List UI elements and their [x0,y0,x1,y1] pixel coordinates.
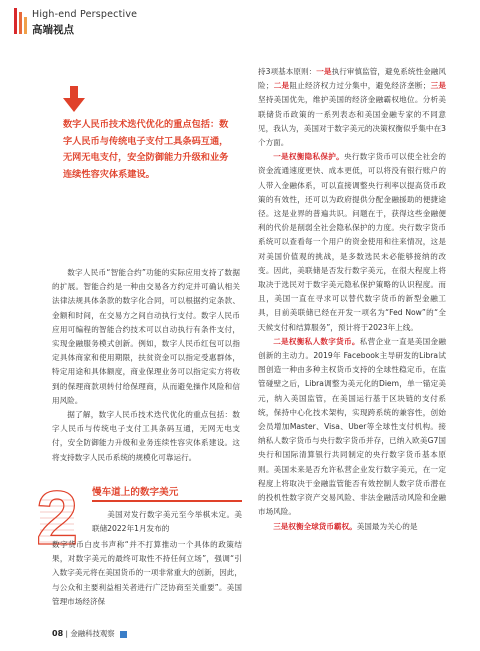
header-title-en: High-end Perspective [32,9,138,20]
section-title: 慢车道上的数字美元 [92,487,179,498]
left-paragraph-1: 数字人民币“智能合约”功能的实际应用支持了数据的扩展。智能合约是一种由交易各方约定并可确认相关法律法规具体条款的数字化合同，可以根据约定条款、金额和时间，在交易方之间自动执行支付。数字人民币应用可编程的智能合约技术可以自动执行有条件支付，实现金融服务模式创新。例如，数字人民币红包可以指定具体商家和使用期限，扶贫资金可以指定受惠群体，特定用途和具体额度，商业保理业务可以指定实方将收到的保理商款项转付给保理商，从而避免操作风险和信用风险。 [52,268,240,405]
publication-logo-icon [120,631,127,638]
section-number: 2 [36,480,79,550]
right-paragraph-2: 一是权衡隐私保护。央行数字货币可以使全社会的资金流通速度更快、成本更低，可以将没有银行账户的人带入金融体系，可以直接调整央行利率以提高货币政策的有效性，还可以为政府提供分配金融援助的便捷途径。这是业界的普遍共识。问题在于，获得这些金融便利的代价是削弱全社会隐私保护的力度。央行数字货币系统可以查看每一个用户的资金使用和往来情况，这是对美国价值观的挑战，是多数选民未必能够接纳的改变。因此，美联储是否发行数字美元，在很大程度上将取决于选民对于数字美元隐私保护策略的认识程度。而且，美国一直在寻求可以替代数字货币的新型金融工具，目前美联储已经在开发一项名为“Fed Now”的“全天候支付和结算服务”，预计将于2023年上线。 [258,152,447,332]
section-title-rule [92,500,242,502]
header-title-cn: 高端视点 [32,24,74,36]
right-paragraph-1: 持3项基本原则：一是执行审慎监管，避免系统性金融风险；二是阻止经济权力过分集中，避免经济垄断；三是坚持美国优先，维护美国的经济金融霸权地位。分析美联储货币政策的一系列表态和美国金融专家的不同意见，我认为，美国对于数字美元的决策权衡似乎集中在3个方面。 [258,67,446,148]
down-arrow-icon [63,86,85,112]
page-footer [52,628,127,639]
right-paragraph-4: 三是权衡全球货币霸权。美国最为关心的是 [273,521,418,531]
header-bar-icon [14,8,28,34]
right-paragraph-3: 二是权衡私人数字货币。私营企业一直是美国金融创新的主动力。2019年 Facebook主导研发的Libra试图创造一种由多种主权货币支持的全球性稳定币，在监管碰壁之后，Libra调整为美元化的Diem，单一锚定美元，纳入美国监管，在美国运行基于区块链的支付系统，保持中心化技术架构，实现跨系统的兼容性，创始会员增加Master、Visa、Uber等全球性支付机构。接纳私人数字货币与央行数字货币并存，已纳入欧美G7国央行和国际清算银行共同制定的央行数字货币基本原则。美国未来是否允许私营企业发行数字美元，在一定程度上将取决于金融监管能否有效控制人数字货币潜在的投机性数字资产交易风险、非法金融活动风险和金融市场风险。 [258,336,447,517]
section-body-bottom: 数字货币白皮书声称“并不打算推动一个具体的政策结果，对数字美元的最终可取性不持任何立场”，强调“引入数字美元将在美国货币的一项非常重大的创新，因此，与公众和主要利益相关者进行广泛协商至关重要”。美国管理市场经济保 [52,540,242,606]
right-column [258,65,446,534]
section-header [14,6,214,46]
section-body-top: 美国对发行数字美元至今举棋未定。美联储2022年1月发布的 [92,510,242,534]
lead-quote: 数字人民币技术迭代优化的重点包括：数字人民币与传统电子支付工具条码互通，无网无电支付，安全防御能力升级和业务连续性容灾体系建设。 [63,119,229,180]
left-paragraph-2: 据了解，数字人民币技术迭代优化的重点包括：数字人民币与传统电子支付工具条码互通，无网无电支付，安全防御能力升级和业务连续性容灾体系建设。这将支持数字人民币系统的规模化可靠运行。 [52,410,240,462]
page-number: 08 [52,629,64,638]
footer-divider: | [65,629,71,638]
publication-name: 金融科技观察 [70,629,115,638]
left-column [52,266,240,465]
